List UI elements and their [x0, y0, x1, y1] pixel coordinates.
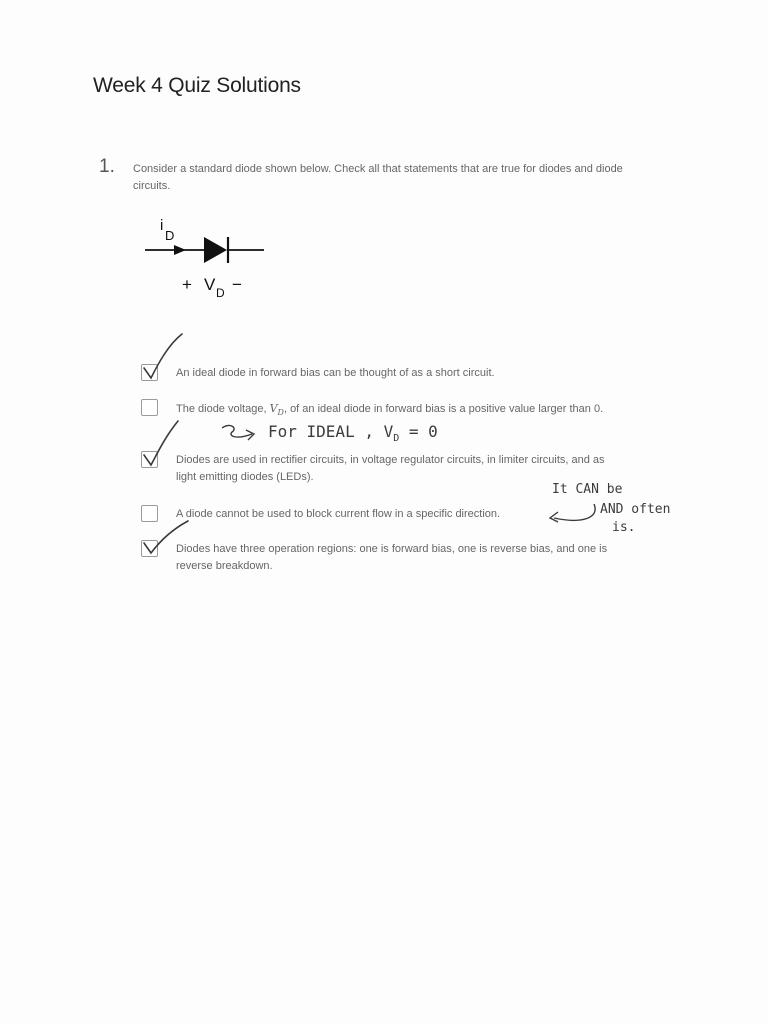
current-label-sub: D — [165, 228, 175, 243]
option-3-text: Diodes are used in rectifier circuits, in voltage regulator circuits, in limiter circuits, and as light emitting diodes (LEDs). — [176, 454, 605, 483]
option-2-text — [176, 400, 621, 421]
handwritten-note-line-3: is. — [612, 520, 636, 535]
option-2-symbol: V — [269, 402, 278, 415]
current-arrow-icon — [174, 245, 186, 255]
voltage-minus: − — [232, 275, 242, 294]
arrow-right-icon — [218, 420, 266, 448]
question-number: 1. — [99, 156, 115, 177]
option-4-text: A diode cannot be used to block current flow in a specific direction. — [176, 508, 501, 520]
checkmark-icon — [138, 415, 188, 473]
diode-symbol-figure — [140, 215, 280, 310]
checkmark-icon — [138, 330, 188, 390]
checkmark-icon — [138, 515, 193, 560]
option-2-text-pre: The diode voltage, — [176, 403, 270, 415]
option-1-text: An ideal diode in forward bias can be thought of as a short circuit. — [176, 367, 495, 379]
page-title: Week 4 Quiz Solutions — [93, 74, 301, 97]
handwritten-ideal-note: For IDEAL , $V_D = 0$ — [268, 422, 438, 445]
voltage-label: V — [204, 275, 216, 294]
arrow-left-icon — [542, 500, 602, 530]
option-5-text: Diodes have three operation regions: one is forward bias, one is reverse bias, and one is reverse breakdown. — [176, 543, 608, 572]
voltage-label-sub: D — [216, 286, 225, 300]
current-label: i — [160, 217, 164, 234]
handwritten-note-line-1: It CAN be — [552, 482, 623, 497]
option-2-text-post: , of an ideal diode in forward bias is a positive value larger than 0. — [283, 403, 604, 415]
question-text: Consider a standard diode shown below. Check all that statements that are true for diodes and diode circuits. — [133, 163, 623, 192]
diode-triangle — [204, 237, 227, 263]
option-2-checkbox[interactable] — [141, 399, 158, 416]
handwritten-note-line-2: AND often — [600, 502, 671, 517]
voltage-plus: + — [182, 275, 192, 294]
option-2-symbol-sub: D — [277, 408, 284, 418]
